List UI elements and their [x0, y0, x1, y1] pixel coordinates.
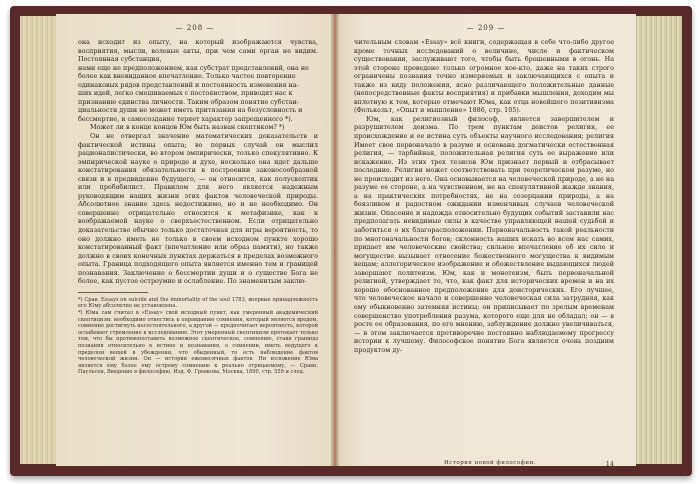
page-number-right: — 209 — [466, 24, 506, 32]
page-number-left: — 208 — [175, 24, 215, 32]
book-spine-with-bookmark [331, 14, 339, 466]
right-paragraph: Юм, как религиозный философ, является завершителем и разрушителем деизма. По трем пунктам деистов религия, ее происхождение и ее истина суть объекты научного исследования; религия Имеет свое первоначало в разуме и основана догматически естественная религия, — тарбийная, положительная религия суть ее выражение или искажение. Из этих трех тезисов Юм признает первый и отбрасывает последние. Религии может соответствовать при теоретическом разуме, но не происходит из него. Она основывается на человеческой природе, а не на разуме ее стороне, а на чувственном, не на спекулятивной жажде знания, а на практических потребностях, не на созерцании природы, а на боязливом и радостном ожидании изменчивых случаев человеческой жизни. Опасение и надежда относительно будущих событий заставили нас предполагать невидимые силы в качестве управляющей нашей судьбой и заботиться о их благорасположении. Первоначальность такой реальности по многоначальности богов; склонность наших искать во всем нас самих, придает им человеческие свойства; сильное впечатление об их силе и могуществе вызывает отнесение божественного могущества к видимым вещам; аллегорическое изображение и обожествление выдающихся людей завершают политеизм. Юм, как и монотеизм, быть первоначальной религией, утверждает то, что, как факт для исторических времен и на их хорошо обоснованное предположение для доисторических. Его лучшее, что человеческое начало и совершенно человеческая сила затрудняя, как ему обыкновенно затемняя истины; он приписывает по зрелым временам совершенство употребления разума, которого еще для не обладал; он — в росте ее образования, по его мнению, заблуждение должно увеличиваться, — в этом заключается противоречие постоянно наблюдаемому прогрессу истории к лучшему. Философское понятие Бога является очень поздним продуктом ду- [354, 114, 614, 354]
left-body-text [56, 38, 334, 286]
footnote-divider [78, 292, 148, 293]
left-paragraph: нами еще не предположением, как субстрат представлений, она не [78, 63, 309, 72]
signature-mark: 14 [605, 460, 614, 466]
left-paragraph: бессмертие, и самосоздание теряет характер запрещенного *). [78, 114, 293, 123]
footer-title: История новой философии. [444, 460, 536, 466]
right-page [336, 14, 636, 466]
right-body-text [336, 38, 636, 354]
left-paragraph: одинаковых рядов представлений и постоянность изменения на- [78, 80, 299, 89]
left-paragraph: циальности души не может иметь притязания на безусловность и [78, 106, 303, 115]
left-paragraph: ших идей, легко смешиваемых с постоянством, приводят нас к [78, 89, 293, 98]
right-paragraph: чительным словам «Essay» всё книги, содержащая в себе что-либо другое кроме точных исследований о величине, числе и фактическом существовании, заслуживают того, чтобы быть брошенными в огонь. На этой стороне проведено только огромное кое-кто, даже на таких строго ограничены познания точно измеряемых и заключающихся с опыта и также из виду положения, ясно различающего положительные данные (непосредственные факты восприятия) и прибавки мышления, доходим мы вплотную к тем, которые отмечают Юма, как отца новейшего позитивизма (Фолькельт, «Опыт и мышление» 1886, стр. 105). [354, 38, 614, 115]
left-paragraph: Может ли в конце концов Юм быть назван скептиком? *) [90, 123, 285, 132]
page-edges-left [20, 16, 60, 464]
footnotes [56, 297, 334, 376]
footnote: *) Срав. Essays on suicide and the immortality of the soul 1783, впервые принадлежность его Юму абсолютно не установлена. [78, 296, 318, 310]
left-paragraph: более как вневиданное впечатление. Только частое повторение [78, 72, 296, 81]
left-paragraph: она исходит из опыту, на который изображаются чувства, восприятия, мысли, волевые акты, при чем сами орган не видим. Постоянная субстанция, [78, 38, 318, 64]
footnote: *) Юма сам считал в «Essay» свой исходный пункт, как умеренный академический скептицизм: необходимо отнестись к оправданию сомнения, который является вредом, сомнение достигнуть несостоятельного, а другой — предпочитает вероятность, которой ослабевает стремление к исследованию. Этот умеренный скептицизм протекает только тем, что бы противопоставить возможное скептическое, сомнению, ставя границы познания относительно к истине и познавания, о сомнении, иметь ведущего к пределом вещей в убеждении, что обыденный, то есть наблюдение фактов человеческой жизни. Он — историк ежемесячных фактов. Ни изложение Юма является ему более ему острому сомнению к реально отрицаемому, — Сравн. Паульсен, Введение в философию, Изд. Ф. Гревкова, Москва, 1890, стр. 559 и след. [78, 310, 318, 376]
left-page [56, 14, 334, 466]
page-edges-right [634, 16, 682, 464]
left-paragraph: признанию единства личности. Таким образом понятие субстан- [78, 97, 299, 106]
left-paragraph: Он не отвергал значение математических доказательств и фактической истины опыта; во первых случай он мыслил рационалистически, во втором эмпирически, только спекулятивно. К эмпирической науке о природе и духе, несколько она идет дальше констатирования обязательности в построении законосообразной связи и в предвидение будущего, — он относится, как полускептик или пробабилист. Правилом для него является надежным руководящим наших жизни этих фактов человеческой природы. Абсолютное знание здесь недостижимо, но и не необходимо. Он совершенно отрицательно относится к метафизике, как к воображаемой науке о сверхъестественном. Если отрицательно доказательство обычно только достаточная для игры вероятность, то оно должно иметь не только в своем исходном пункте хорошо констатированный факт (впечатление или образ памяти), но также должно в своих конечных пунктах держаться в пределах возможного опыта. Граница подходящего опыта является именно тем и границей познавания. Заключение о бессмертии души и о существе Бога не более, как пустое остроумие и ослабление. По знаменитым заклю- [78, 132, 318, 286]
